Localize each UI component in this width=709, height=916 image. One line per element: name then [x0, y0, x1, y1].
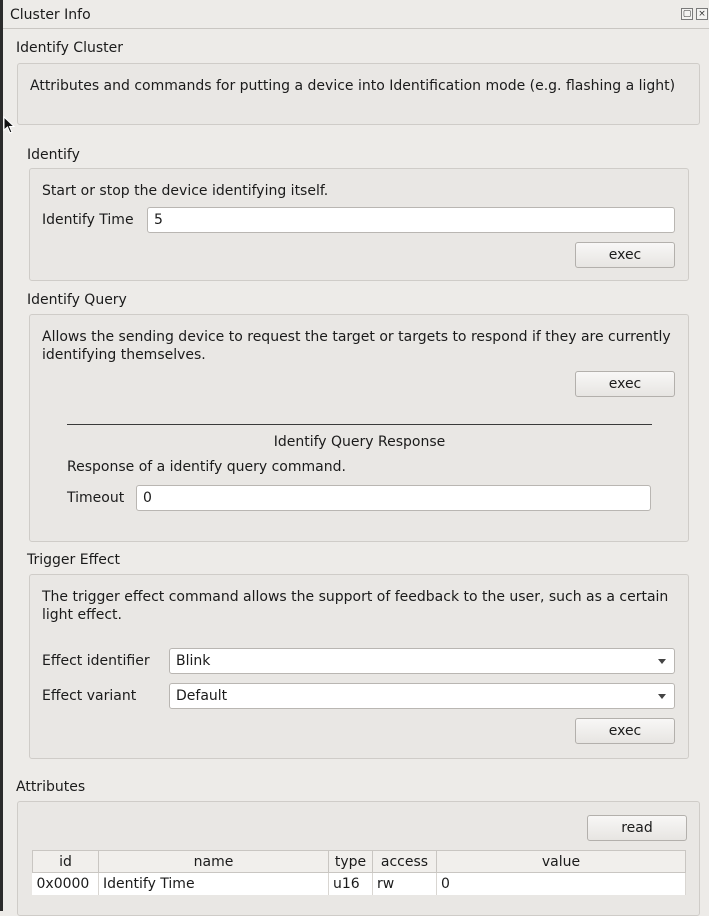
identify-query-title: Identify Query — [27, 292, 127, 308]
mouse-cursor-icon — [3, 116, 17, 136]
identify-query-group — [29, 314, 689, 542]
chevron-down-icon — [658, 694, 666, 699]
attributes-group — [17, 801, 700, 916]
identify-description: Start or stop the device identifying itself. — [42, 183, 329, 199]
effect-variant-select[interactable] — [169, 683, 675, 709]
column-header-id[interactable]: id — [33, 851, 99, 873]
identify-query-response-title: Identify Query Response — [273, 434, 446, 450]
cluster-description-box — [17, 63, 700, 125]
effect-variant-value: Default — [176, 688, 228, 704]
chevron-down-icon — [658, 659, 666, 664]
identify-title: Identify — [27, 147, 80, 163]
cell-value[interactable]: 0 — [437, 873, 686, 896]
identify-query-description: Allows the sending device to request the target or targets to respond if they are currently identifying themselves. — [42, 329, 671, 363]
trigger-effect-title: Trigger Effect — [27, 552, 121, 568]
effect-variant-label: Effect variant — [42, 688, 137, 704]
cell-type: u16 — [329, 873, 373, 896]
table-header-row — [33, 851, 686, 873]
window-title: Cluster Info — [10, 7, 91, 23]
cluster-name: Identify Cluster — [16, 40, 123, 56]
trigger-effect-group — [29, 574, 689, 759]
read-button[interactable]: read — [587, 815, 687, 841]
cell-name: Identify Time — [99, 873, 329, 896]
effect-identifier-value: Blink — [176, 653, 211, 669]
close-window-icon[interactable]: × — [696, 8, 708, 20]
column-header-name[interactable]: name — [99, 851, 329, 873]
column-header-access[interactable]: access — [373, 851, 437, 873]
left-window-edge — [0, 0, 3, 911]
cell-access: rw — [373, 873, 437, 896]
column-header-type[interactable]: type — [329, 851, 373, 873]
identify-group — [29, 168, 689, 281]
table-row[interactable] — [33, 873, 686, 896]
trigger-effect-description: The trigger effect command allows the support of feedback to the user, such as a certain light effect. — [42, 589, 669, 623]
timeout-label: Timeout — [67, 490, 125, 506]
timeout-input[interactable]: 0 — [136, 485, 651, 511]
identify-query-response-description: Response of a identify query command. — [67, 459, 346, 475]
attributes-title: Attributes — [16, 779, 86, 795]
attributes-table — [32, 850, 686, 895]
title-bar — [3, 0, 709, 29]
identify-exec-button[interactable]: exec — [575, 242, 675, 268]
response-divider — [67, 424, 652, 425]
float-window-icon[interactable]: ▢ — [682, 9, 692, 19]
trigger-effect-exec-button[interactable]: exec — [575, 718, 675, 744]
effect-identifier-label: Effect identifier — [42, 653, 150, 669]
column-header-value[interactable]: value — [437, 851, 686, 873]
identify-time-label: Identify Time — [42, 212, 134, 228]
cluster-description: Attributes and commands for putting a device into Identification mode (e.g. flashing a light) — [30, 78, 676, 94]
cell-id: 0x0000 — [33, 873, 99, 896]
identify-time-input[interactable]: 5 — [147, 207, 675, 233]
effect-identifier-select[interactable] — [169, 648, 675, 674]
identify-query-exec-button[interactable]: exec — [575, 371, 675, 397]
